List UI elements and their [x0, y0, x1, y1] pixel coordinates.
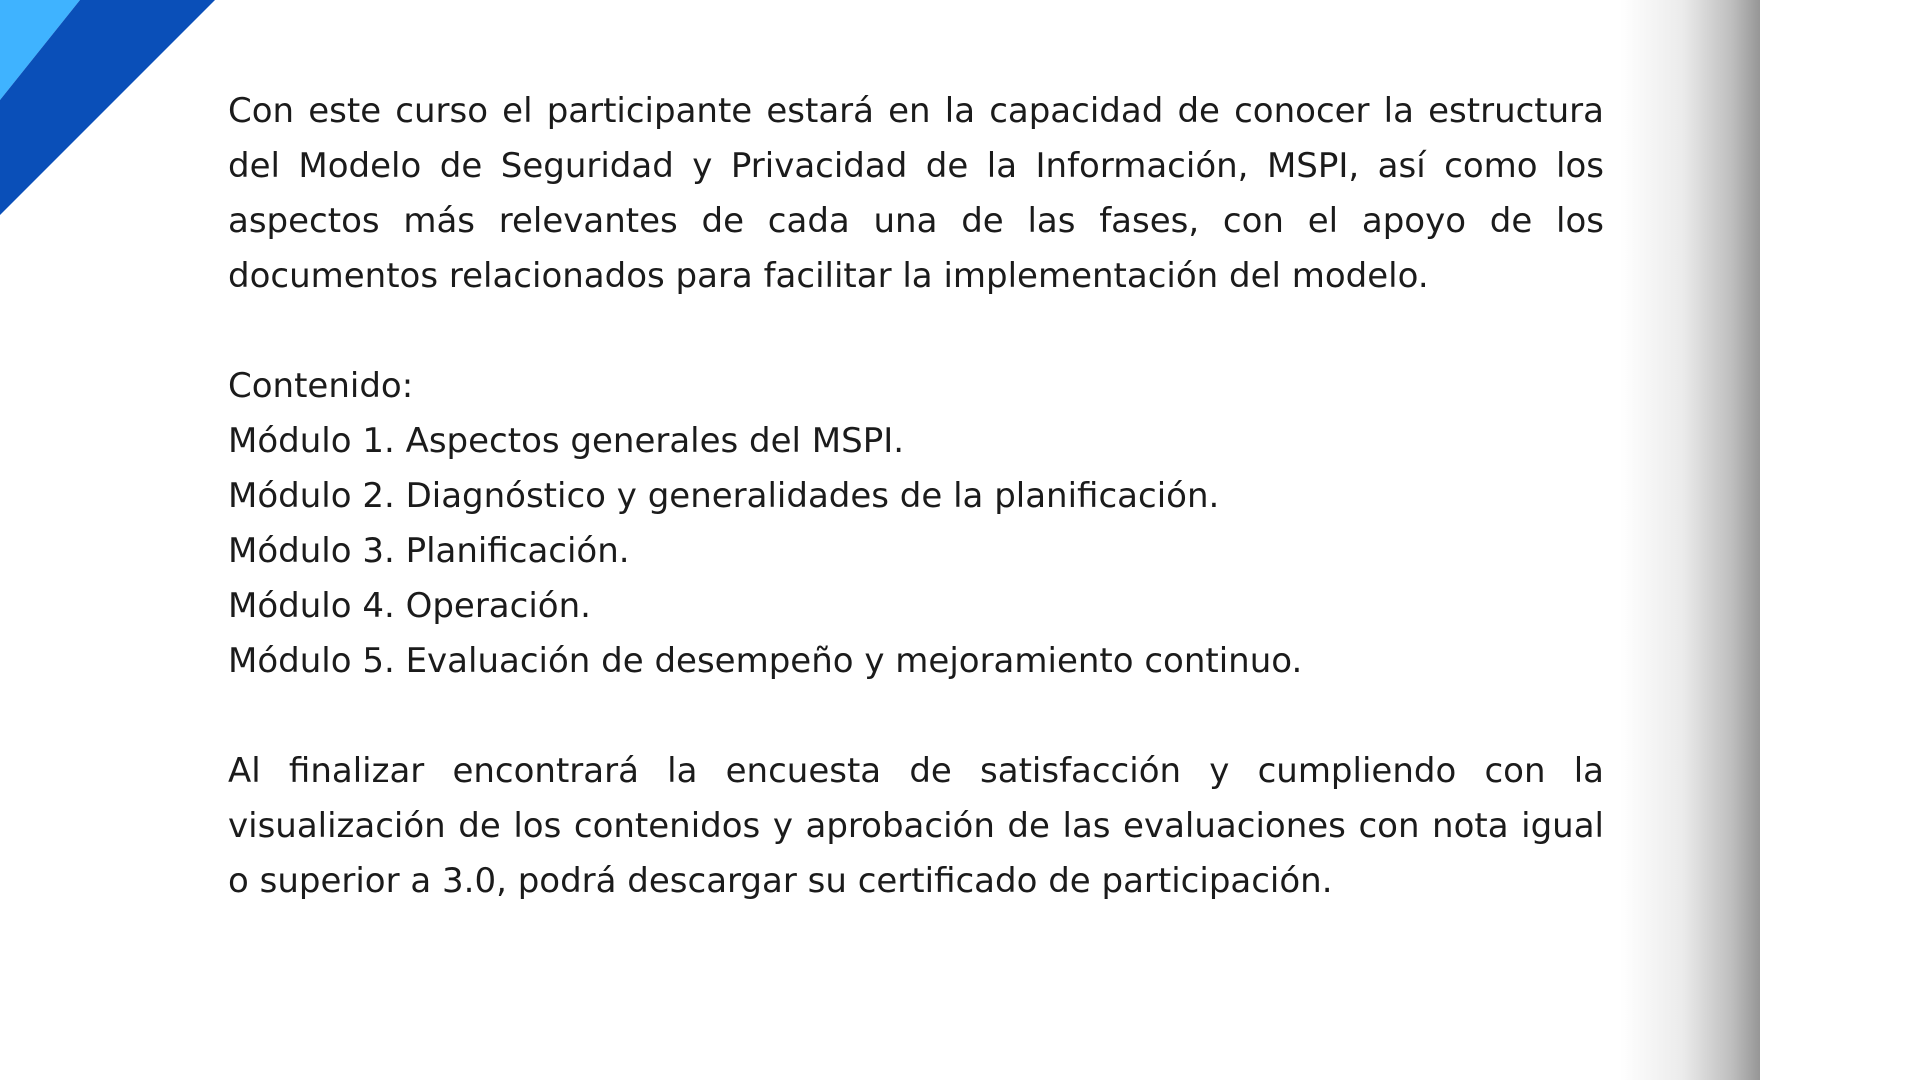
document-body: [228, 84, 1604, 909]
contents-heading: Contenido:: [228, 366, 414, 406]
module-item: Módulo 2. Diagnóstico y generalidades de la planificación.: [228, 476, 1220, 516]
module-list: [228, 414, 1604, 689]
corner-light-stripe: [0, 0, 80, 100]
module-item: Módulo 5. Evaluación de desempeño y mejoramiento continuo.: [228, 641, 1303, 681]
closing-paragraph: Al finalizar encontrará la encuesta de satisfacción y cumpliendo con la visualización de los contenidos y aprobación de las evaluaciones con nota igual o superior a 3.0, podrá descargar su certificado de participación.: [228, 751, 1604, 901]
intro-paragraph: Con este curso el participante estará en la capacidad de conocer la estructura del Modelo de Seguridad y Privacidad de la Información, MSPI, así como los aspectos más relevantes de cada una de las fases, con el apoyo de los documentos relacionados para facilitar la implementación del modelo.: [228, 91, 1604, 296]
page-edge-shadow: [1620, 0, 1760, 1080]
page-margin: [1760, 0, 1920, 1080]
module-item: Módulo 3. Planificación.: [228, 531, 630, 571]
corner-decoration: [0, 0, 230, 230]
module-item: Módulo 4. Operación.: [228, 586, 591, 626]
corner-dark-stripe: [0, 0, 215, 215]
module-item: Módulo 1. Aspectos generales del MSPI.: [228, 421, 905, 461]
